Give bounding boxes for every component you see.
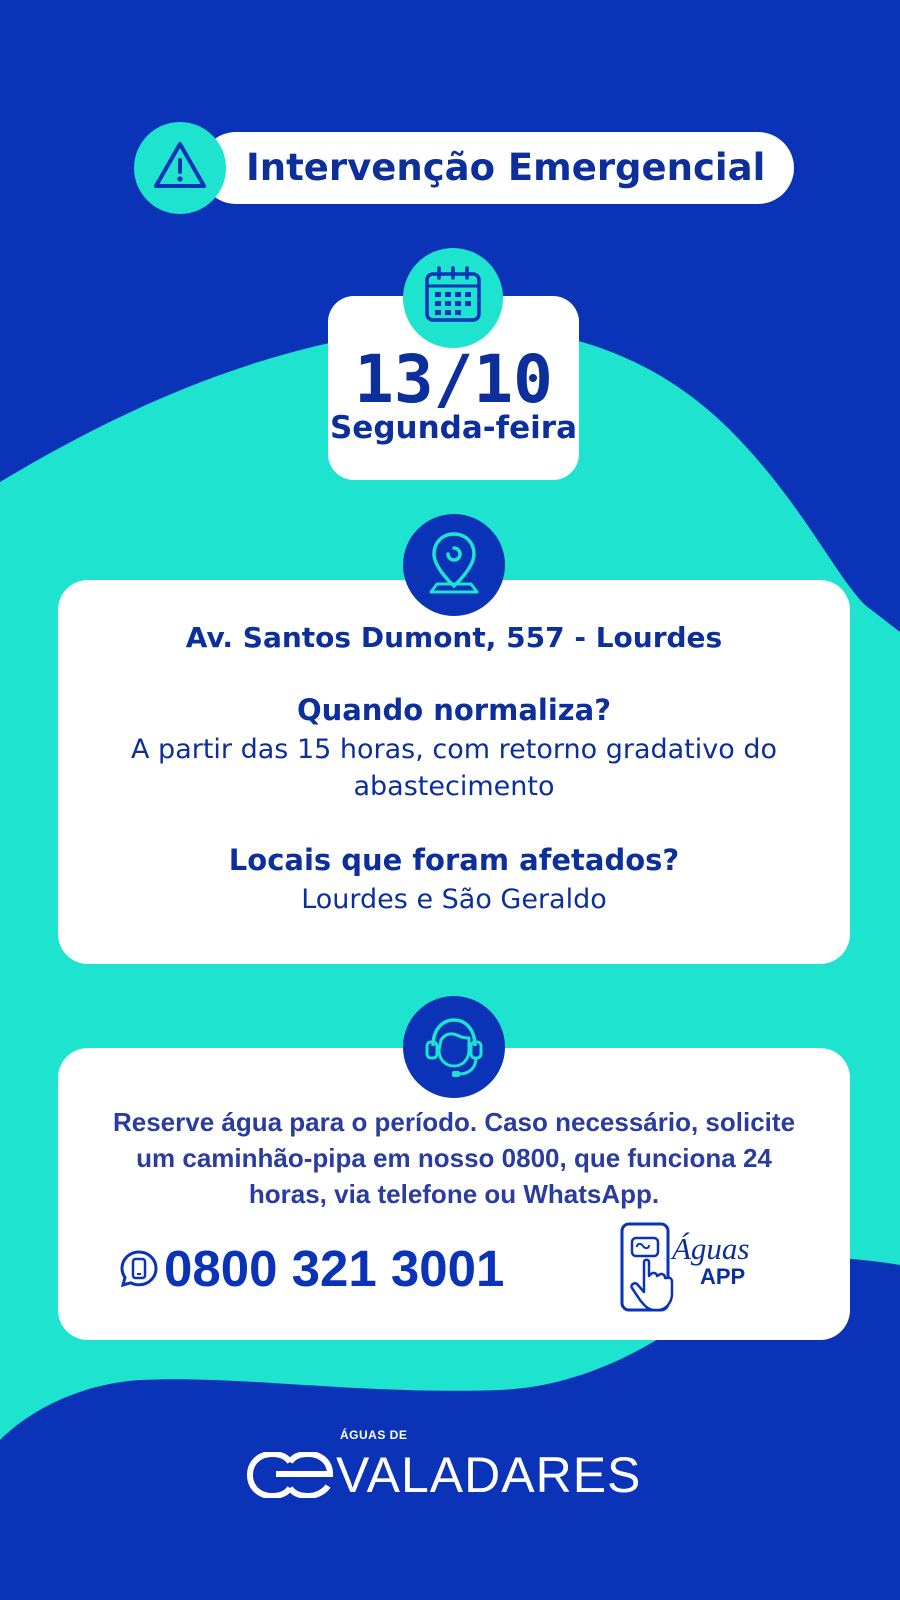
ae-logo-mark: [246, 1452, 334, 1498]
answer-normalize: A partir das 15 horas, com retorno gradativo do abastecimento: [131, 734, 777, 802]
logo-prefix: ÁGUAS DE: [340, 1428, 408, 1442]
page-title: Intervenção Emergencial: [246, 146, 766, 189]
date-weekday: Segunda-feira: [329, 410, 577, 446]
contact-message: Reserve água para o período. Caso necessário, solicite um caminhão-pipa em nosso 0800, que funciona 24 horas, via telefone ou WhatsApp.: [112, 1107, 796, 1209]
location-pin-icon: [419, 528, 489, 602]
app-brand: Águas: [672, 1231, 750, 1266]
alert-badge: [134, 122, 226, 214]
whatsapp-icon[interactable]: [118, 1248, 160, 1290]
app-label: APP: [700, 1264, 746, 1289]
alert-triangle-icon: [152, 138, 208, 194]
calendar-icon: [421, 264, 485, 328]
support-badge: [403, 996, 505, 1098]
address: Av. Santos Dumont, 557 - Lourdes: [185, 621, 723, 654]
phone-number[interactable]: 0800 321 3001: [164, 1240, 505, 1297]
answer-affected: Lourdes e São Geraldo: [301, 884, 607, 915]
calendar-badge: [403, 248, 503, 348]
logo-name: VALADARES: [336, 1447, 642, 1503]
date-day-month: 13/10: [354, 341, 553, 418]
location-badge: [403, 514, 505, 616]
question-normalize: Quando normaliza?: [296, 693, 612, 727]
question-affected: Locais que foram afetados?: [228, 843, 680, 877]
headset-icon: [419, 1010, 489, 1084]
